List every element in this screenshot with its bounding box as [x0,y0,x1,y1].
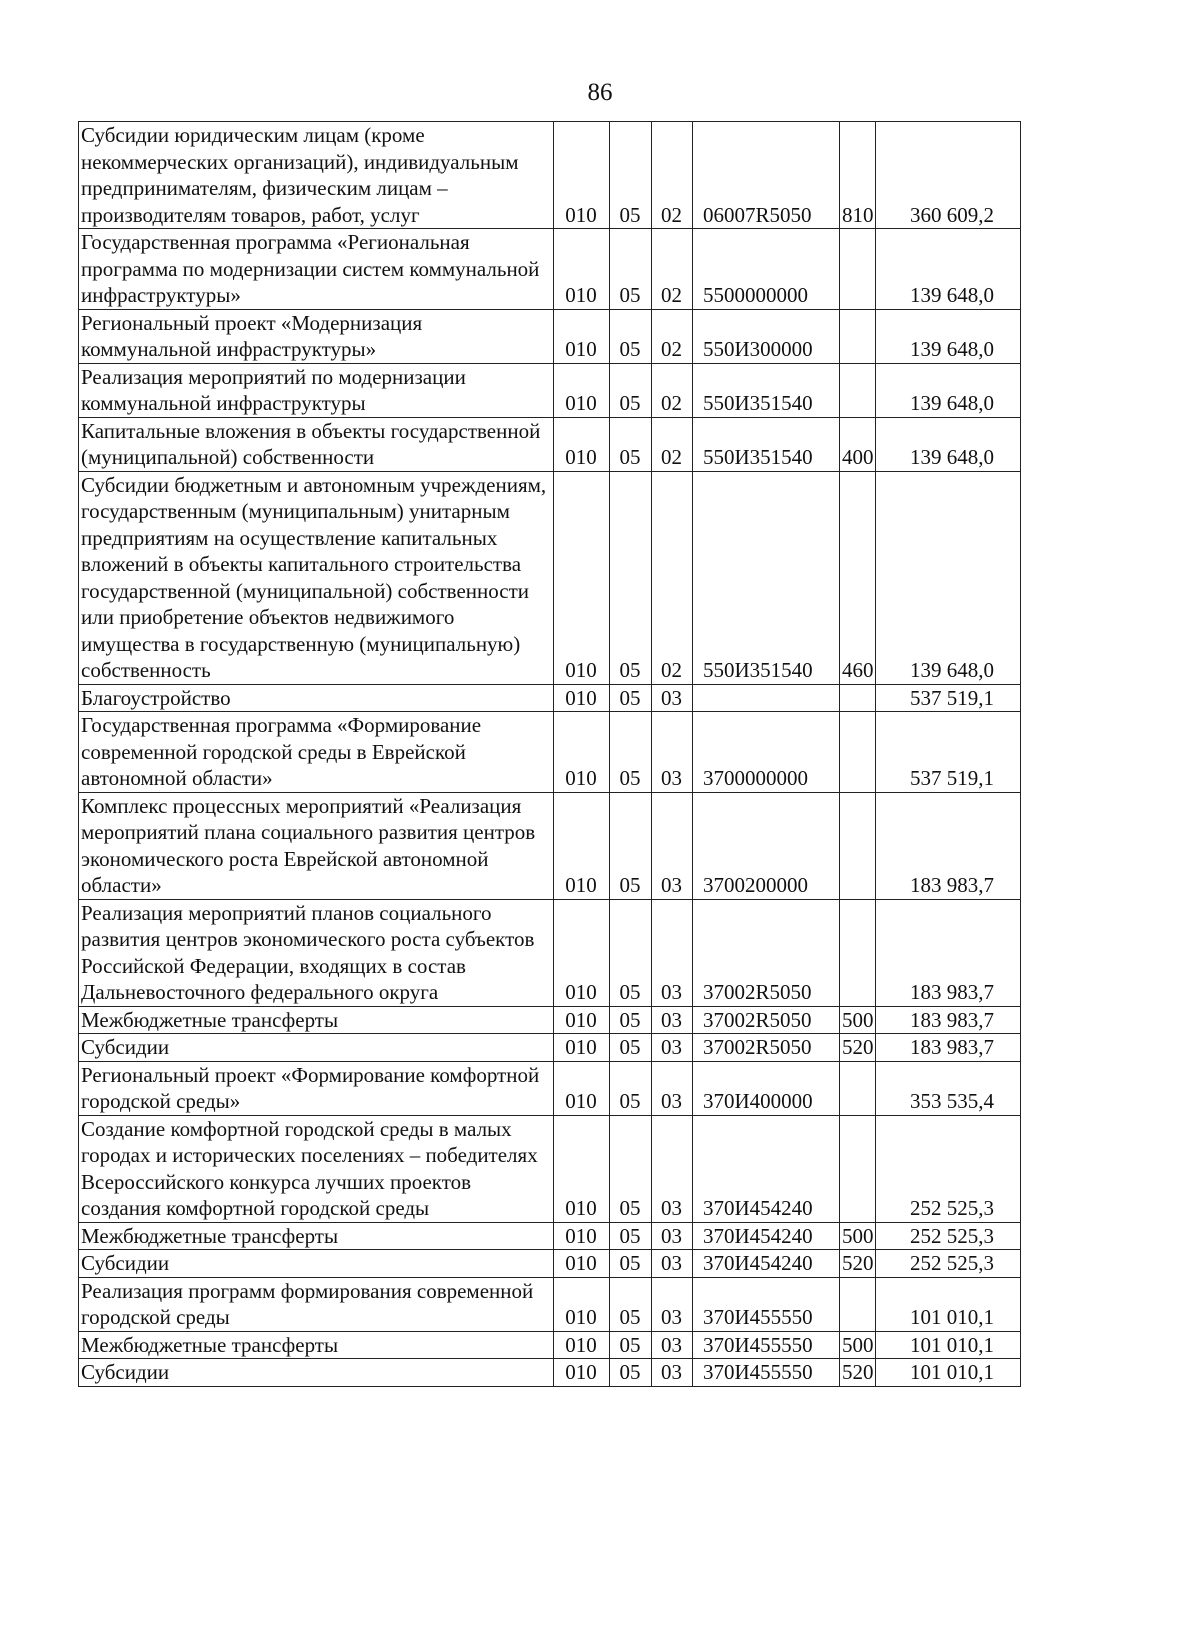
expense-type-code-cell [840,309,876,363]
expense-type-code-cell [840,1115,876,1222]
budget-table [78,121,1021,1387]
table-row [79,229,1021,310]
expense-type-code-cell: 520 [840,1034,876,1062]
table-row [79,122,1021,229]
department-code-cell: 010 [554,792,610,899]
expense-name-cell: Создание комфортной городской среды в малых городах и исторических поселениях – победителях Всероссийского конкурса лучших проектов создания комфортной городской среды [79,1115,554,1222]
amount-cell: 139 648,0 [876,471,1021,684]
subsection-code-cell: 03 [652,712,693,793]
amount-cell: 252 525,3 [876,1250,1021,1278]
amount-cell: 183 983,7 [876,1006,1021,1034]
subsection-code-cell: 03 [652,1006,693,1034]
expense-name-cell: Региональный проект «Модернизация коммунальной инфраструктуры» [79,309,554,363]
subsection-code-cell: 03 [652,1359,693,1387]
section-code-cell: 05 [610,1250,652,1278]
amount-cell: 183 983,7 [876,792,1021,899]
subsection-code-cell: 03 [652,1277,693,1331]
expense-type-code-cell: 500 [840,1222,876,1250]
subsection-code-cell: 03 [652,1250,693,1278]
department-code-cell: 010 [554,122,610,229]
section-code-cell: 05 [610,309,652,363]
subsection-code-cell: 02 [652,229,693,310]
amount-cell: 101 010,1 [876,1331,1021,1359]
target-article-code-cell: 3700200000 [693,792,840,899]
department-code-cell: 010 [554,363,610,417]
section-code-cell: 05 [610,1331,652,1359]
expense-name-cell: Государственная программа «Формирование современной городской среды в Еврейской автономной области» [79,712,554,793]
table-row [79,1061,1021,1115]
table-row [79,1250,1021,1278]
department-code-cell: 010 [554,684,610,712]
amount-cell: 139 648,0 [876,309,1021,363]
subsection-code-cell: 03 [652,684,693,712]
table-row [79,1115,1021,1222]
target-article-code-cell: 370И455550 [693,1359,840,1387]
amount-cell: 183 983,7 [876,899,1021,1006]
subsection-code-cell: 02 [652,309,693,363]
expense-name-cell: Межбюджетные трансферты [79,1331,554,1359]
subsection-code-cell: 03 [652,1061,693,1115]
subsection-code-cell: 03 [652,1331,693,1359]
expense-type-code-cell [840,1277,876,1331]
expense-name-cell: Субсидии бюджетным и автономным учреждениям, государственным (муниципальным) унитарным предприятиям на осуществление капитальных вложений в объекты капитального строительства государственной (муниципальной) собственности или приобретение объектов недвижимого имущества в государственную (муниципальную) собственность [79,471,554,684]
section-code-cell: 05 [610,417,652,471]
section-code-cell: 05 [610,1222,652,1250]
amount-cell: 139 648,0 [876,363,1021,417]
expense-type-code-cell [840,684,876,712]
target-article-code-cell: 370И454240 [693,1250,840,1278]
expense-type-code-cell [840,792,876,899]
department-code-cell: 010 [554,1222,610,1250]
table-row [79,684,1021,712]
subsection-code-cell: 03 [652,1222,693,1250]
table-row [79,1359,1021,1387]
section-code-cell: 05 [610,1034,652,1062]
budget-table-body [79,122,1021,1387]
amount-cell: 252 525,3 [876,1222,1021,1250]
expense-type-code-cell: 500 [840,1331,876,1359]
subsection-code-cell: 02 [652,122,693,229]
section-code-cell: 05 [610,363,652,417]
expense-name-cell: Благоустройство [79,684,554,712]
amount-cell: 183 983,7 [876,1034,1021,1062]
table-row [79,363,1021,417]
section-code-cell: 05 [610,122,652,229]
expense-type-code-cell: 520 [840,1250,876,1278]
expense-name-cell: Субсидии юридическим лицам (кроме некоммерческих организаций), индивидуальным предпринимателям, физическим лицам – производителям товаров, работ, услуг [79,122,554,229]
target-article-code-cell: 370И400000 [693,1061,840,1115]
target-article-code-cell: 550И300000 [693,309,840,363]
amount-cell: 101 010,1 [876,1359,1021,1387]
department-code-cell: 010 [554,417,610,471]
target-article-code-cell: 37002R5050 [693,1034,840,1062]
department-code-cell: 010 [554,1277,610,1331]
expense-type-code-cell [840,1061,876,1115]
amount-cell: 139 648,0 [876,417,1021,471]
section-code-cell: 05 [610,684,652,712]
amount-cell: 353 535,4 [876,1061,1021,1115]
table-row [79,899,1021,1006]
table-row [79,712,1021,793]
amount-cell: 101 010,1 [876,1277,1021,1331]
target-article-code-cell: 550И351540 [693,363,840,417]
expense-name-cell: Комплекс процессных мероприятий «Реализация мероприятий плана социального развития центров экономического роста Еврейской автономной области» [79,792,554,899]
expense-type-code-cell: 810 [840,122,876,229]
target-article-code-cell: 370И454240 [693,1115,840,1222]
subsection-code-cell: 03 [652,899,693,1006]
table-row [79,417,1021,471]
department-code-cell: 010 [554,1006,610,1034]
department-code-cell: 010 [554,1115,610,1222]
expense-type-code-cell: 460 [840,471,876,684]
amount-cell: 360 609,2 [876,122,1021,229]
department-code-cell: 010 [554,899,610,1006]
expense-type-code-cell: 400 [840,417,876,471]
section-code-cell: 05 [610,1115,652,1222]
department-code-cell: 010 [554,309,610,363]
amount-cell: 537 519,1 [876,684,1021,712]
page-number: 86 [587,79,613,106]
expense-name-cell: Реализация мероприятий по модернизации коммунальной инфраструктуры [79,363,554,417]
department-code-cell: 010 [554,1331,610,1359]
table-row [79,1034,1021,1062]
table-row [79,471,1021,684]
department-code-cell: 010 [554,1250,610,1278]
expense-name-cell: Региональный проект «Формирование комфортной городской среды» [79,1061,554,1115]
target-article-code-cell [693,684,840,712]
expense-name-cell: Субсидии [79,1250,554,1278]
section-code-cell: 05 [610,471,652,684]
table-row [79,1277,1021,1331]
expense-name-cell: Межбюджетные трансферты [79,1006,554,1034]
amount-cell: 139 648,0 [876,229,1021,310]
department-code-cell: 010 [554,1034,610,1062]
section-code-cell: 05 [610,712,652,793]
target-article-code-cell: 550И351540 [693,417,840,471]
expense-type-code-cell [840,229,876,310]
section-code-cell: 05 [610,1277,652,1331]
section-code-cell: 05 [610,1061,652,1115]
department-code-cell: 010 [554,229,610,310]
target-article-code-cell: 5500000000 [693,229,840,310]
expense-name-cell: Субсидии [79,1034,554,1062]
table-row [79,1006,1021,1034]
table-row [79,792,1021,899]
expense-type-code-cell [840,363,876,417]
section-code-cell: 05 [610,1006,652,1034]
target-article-code-cell: 550И351540 [693,471,840,684]
expense-name-cell: Капитальные вложения в объекты государственной (муниципальной) собственности [79,417,554,471]
amount-cell: 252 525,3 [876,1115,1021,1222]
expense-name-cell: Субсидии [79,1359,554,1387]
department-code-cell: 010 [554,712,610,793]
department-code-cell: 010 [554,471,610,684]
expense-name-cell: Государственная программа «Региональная программа по модернизации систем коммунальной инфраструктуры» [79,229,554,310]
expense-type-code-cell [840,712,876,793]
department-code-cell: 010 [554,1061,610,1115]
amount-cell: 537 519,1 [876,712,1021,793]
target-article-code-cell: 370И454240 [693,1222,840,1250]
target-article-code-cell: 370И455550 [693,1277,840,1331]
target-article-code-cell: 06007R5050 [693,122,840,229]
table-row [79,309,1021,363]
target-article-code-cell: 37002R5050 [693,899,840,1006]
expense-type-code-cell [840,899,876,1006]
department-code-cell: 010 [554,1359,610,1387]
target-article-code-cell: 370И455550 [693,1331,840,1359]
section-code-cell: 05 [610,229,652,310]
expense-type-code-cell: 520 [840,1359,876,1387]
table-row [79,1331,1021,1359]
expense-name-cell: Реализация программ формирования современной городской среды [79,1277,554,1331]
subsection-code-cell: 02 [652,471,693,684]
subsection-code-cell: 02 [652,417,693,471]
table-row [79,1222,1021,1250]
target-article-code-cell: 3700000000 [693,712,840,793]
section-code-cell: 05 [610,1359,652,1387]
expense-name-cell: Межбюджетные трансферты [79,1222,554,1250]
subsection-code-cell: 03 [652,1034,693,1062]
subsection-code-cell: 03 [652,792,693,899]
expense-type-code-cell: 500 [840,1006,876,1034]
expense-name-cell: Реализация мероприятий планов социального развития центров экономического роста субъектов Российской Федерации, входящих в состав Дальневосточного федерального округа [79,899,554,1006]
section-code-cell: 05 [610,792,652,899]
subsection-code-cell: 03 [652,1115,693,1222]
subsection-code-cell: 02 [652,363,693,417]
section-code-cell: 05 [610,899,652,1006]
target-article-code-cell: 37002R5050 [693,1006,840,1034]
